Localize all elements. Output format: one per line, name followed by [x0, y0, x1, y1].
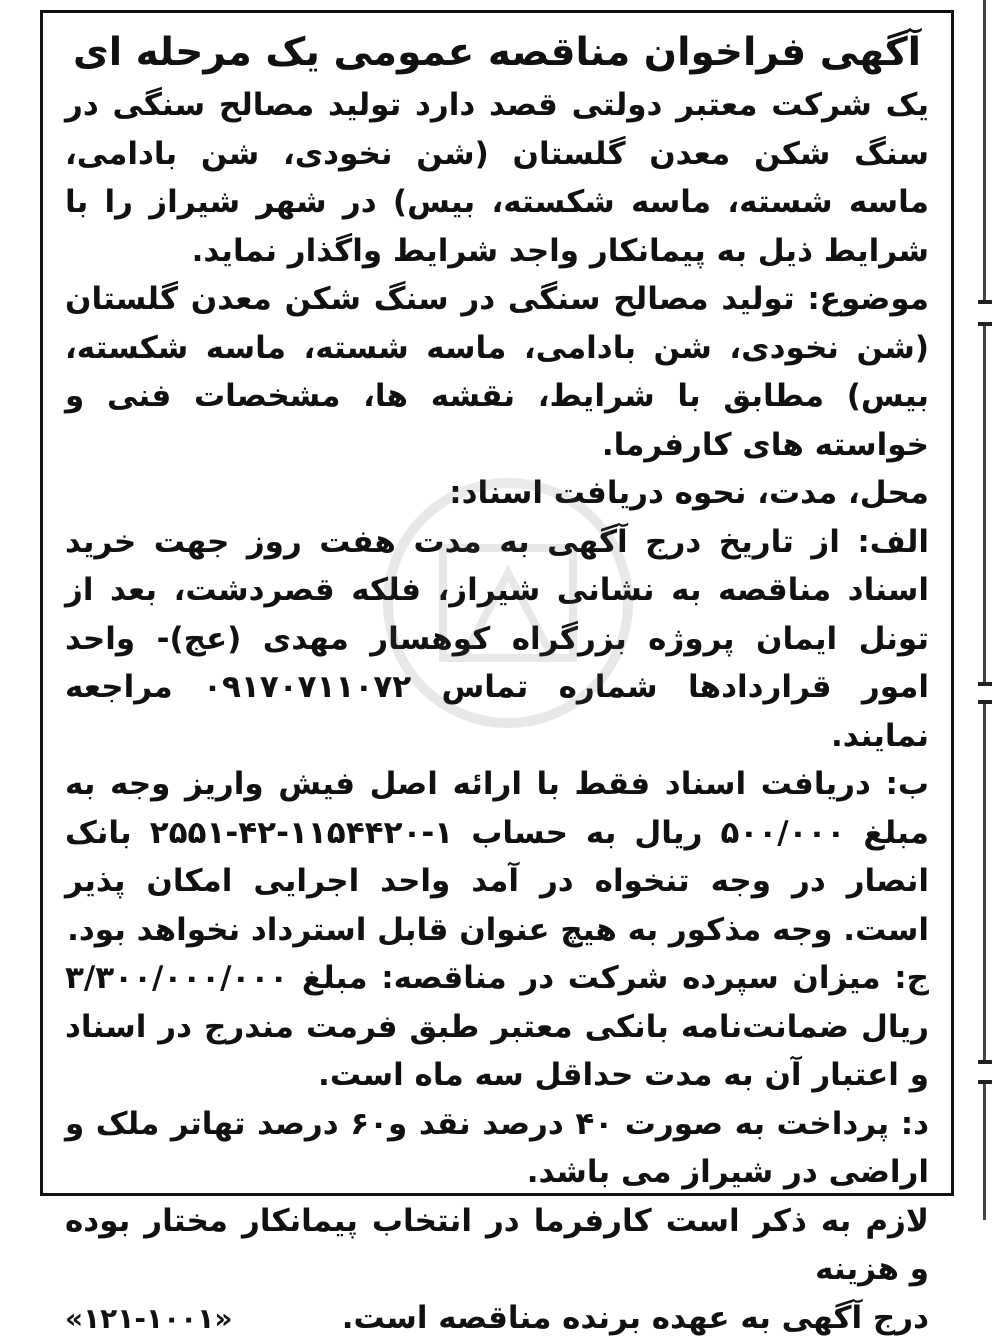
- notice-intro: یک شرکت معتبر دولتی قصد دارد تولید مصالح سنگی در سنگ شکن معدن گلستان (شن نخودی، شن بادامی، ماسه شسته، ماسه شکسته، بیس) در شهر شیراز را با شرایط ذیل به پیمانکار واجد شرایط واگذار نماید.: [65, 81, 929, 275]
- edge-line: [983, 1080, 986, 1220]
- notice-title: آگهی فراخوان مناقصه عمومی یک مرحله ای: [65, 27, 929, 79]
- edge-rule: [978, 300, 992, 304]
- page-edge-strip: [978, 0, 992, 1220]
- jim-paragraph: [65, 954, 929, 1100]
- edge-rule: [978, 1080, 992, 1084]
- edge-rule: [978, 700, 992, 704]
- phone-suffix: مراجعه نمایند.: [65, 669, 929, 754]
- edge-line: [983, 322, 986, 682]
- dal-paragraph: [65, 1100, 929, 1197]
- closing-line-2: [65, 1294, 929, 1343]
- subject-label: موضوع:: [807, 281, 929, 317]
- edge-line: [983, 700, 986, 1060]
- subject-paragraph: [65, 275, 929, 469]
- location-heading: محل، مدت، نحوه دریافت اسناد:: [65, 469, 929, 518]
- dal-label: د:: [901, 1106, 929, 1142]
- dal-text: پرداخت به صورت ۴۰ درصد نقد و۶۰ درصد تهاتر ملک و اراضی در شیراز می باشد.: [65, 1106, 929, 1191]
- phone-label: شماره تماس: [441, 669, 657, 705]
- alef-label: الف:: [857, 524, 929, 560]
- notice-code: «۱۲۱-۱۰۰۱»: [65, 1295, 232, 1343]
- edge-rule: [978, 1060, 992, 1064]
- alef-paragraph: [65, 518, 929, 761]
- jim-text: مبلغ ۳/۳۰۰/۰۰۰/۰۰۰ ریال ضمانت‌نامه بانکی معتبر طبق فرمت مندرج در اسناد و اعتبار آن به مدت حداقل سه ماه است.: [65, 960, 929, 1093]
- be-text: دریافت اسناد فقط با ارائه اصل فیش واریز وجه به مبلغ ۵۰۰/۰۰۰ ریال به حساب ۱-۱۱۵۴۴۲۰-۴۲-۲۵۵۱ بانک انصار در وجه تنخواه در آمد واحد اجرایی امکان پذیر است. وجه مذکور به هیچ عنوان قابل استرداد نخواهد بود.: [65, 766, 929, 948]
- closing-text: درج آگهی به عهده برنده مناقصه است.: [342, 1294, 929, 1343]
- edge-rule: [978, 682, 992, 686]
- edge-rule: [978, 322, 992, 326]
- edge-line: [983, 0, 986, 300]
- alef-text: از تاریخ درج آگهی به مدت هفت روز جهت خرید اسناد مناقصه به نشانی شیراز، فلکه قصردشت، بعد از تونل ایمان پروژه بزرگراه کوهسار مهدی (عج)- واحد امور قراردادها: [65, 524, 929, 706]
- be-label: ب:: [885, 766, 929, 802]
- phone-number: ۰۹۱۷۰۷۱۱۰۷۲: [203, 669, 411, 705]
- jim-label: ج: میزان سپرده شرکت در مناقصه:: [381, 960, 929, 996]
- be-paragraph: [65, 760, 929, 954]
- subject-text: تولید مصالح سنگی در سنگ شکن معدن گلستان (شن نخودی، شن بادامی، ماسه شسته، ماسه شکسته، بیس) مطابق با شرایط، نقشه ها، مشخصات فنی و خواسته های کارفرما.: [65, 281, 929, 463]
- tender-notice: [40, 10, 954, 1196]
- closing-line-1: لازم به ذکر است کارفرما در انتخاب پیمانکار مختار بوده و هزینه: [65, 1197, 929, 1294]
